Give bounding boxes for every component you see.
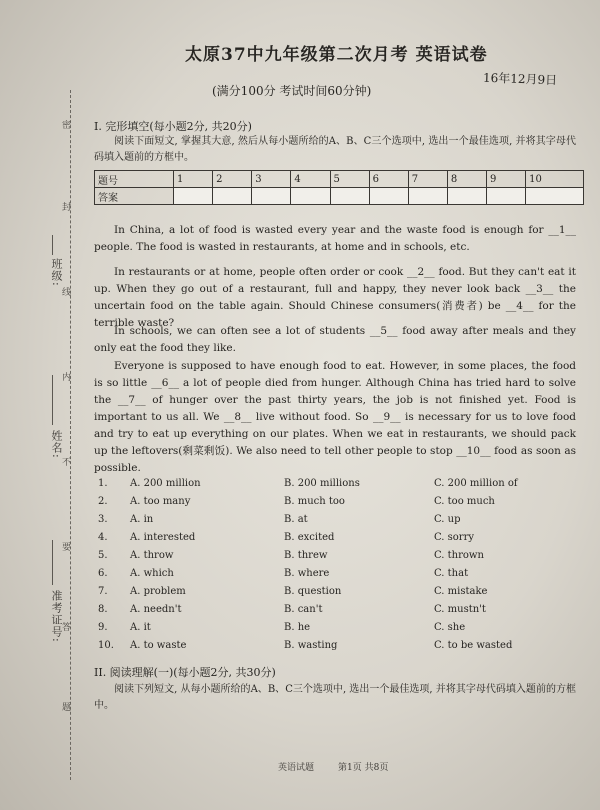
exam-title: 太原37中九年级第二次月考 英语试卷 [185, 45, 488, 65]
option-a[interactable]: A. which [130, 568, 174, 579]
question-number: 7. [98, 586, 108, 597]
name-blank [52, 375, 53, 425]
option-row [98, 604, 578, 622]
section1-heading: I. 完形填空(每小题2分, 共20分) [94, 120, 252, 133]
exam-number-label: 准考证号: [50, 590, 63, 643]
answer-cell[interactable] [526, 188, 584, 205]
option-row [98, 622, 578, 640]
option-b[interactable]: B. excited [284, 532, 335, 543]
binding-line [70, 90, 71, 780]
section2-instruction: 阅读下列短文, 从每小题所给的A、B、C三个选项中, 选出一个最佳选项, 并将其字母代码填入题前的方框中。 [94, 684, 576, 711]
cut-mark: 题 [62, 703, 72, 713]
answer-grid-header-row [95, 171, 584, 188]
option-c[interactable]: C. that [434, 568, 469, 579]
grid-number: 3 [252, 171, 291, 188]
cut-mark: 答 [62, 623, 72, 633]
answer-grid [94, 170, 584, 205]
option-a[interactable]: A. in [130, 514, 154, 525]
option-b[interactable]: B. he [284, 622, 311, 633]
option-row [98, 640, 578, 658]
option-c[interactable]: C. sorry [434, 532, 475, 543]
section1-instruction: 阅读下面短文, 掌握其大意, 然后从每小题所给的A、B、C三个选项中, 选出一个最佳选项, 并将其字母代码填入题前的方框中。 [94, 136, 576, 163]
option-row [98, 532, 578, 550]
option-a[interactable]: A. problem [130, 586, 186, 597]
option-a[interactable]: A. throw [130, 550, 174, 561]
footer-subject: 英语试题 [278, 763, 315, 773]
answer-grid-answer-row [95, 188, 584, 205]
option-b[interactable]: B. at [284, 514, 308, 525]
answer-cell[interactable] [291, 188, 330, 205]
answer-cell[interactable] [408, 188, 447, 205]
option-c[interactable]: C. too much [434, 496, 495, 507]
answer-cell[interactable] [252, 188, 291, 205]
grid-number: 4 [291, 171, 330, 188]
option-b[interactable]: B. threw [284, 550, 328, 561]
question-number: 10. [98, 640, 114, 651]
question-number: 1. [98, 478, 108, 489]
answer-cell[interactable] [487, 188, 526, 205]
option-a[interactable]: A. to waste [130, 640, 187, 651]
option-row [98, 550, 578, 568]
exam-subtitle: (满分100分 考试时间60分钟) [212, 84, 372, 98]
passage-paragraph-2: In restaurants or at home, people often order or cook __2__ food. But they can't eat it up. When they go out of a restaurant, full and happy, they never look back __3__ the uncertain food on the table again. Should Chinese consumers(消费者) be __4__ for the terrible waste? [94, 266, 576, 329]
question-number: 3. [98, 514, 108, 525]
option-b[interactable]: B. much too [284, 496, 345, 507]
footer-page: 第1页 共8页 [338, 763, 389, 773]
cut-mark: 线 [62, 288, 72, 298]
grid-number: 1 [174, 171, 213, 188]
option-c[interactable]: C. she [434, 622, 466, 633]
option-c[interactable]: C. to be wasted [434, 640, 513, 651]
section2-heading: II. 阅读理解(一)(每小题2分, 共30分) [94, 666, 276, 679]
option-a[interactable]: A. 200 million [130, 478, 201, 489]
option-row [98, 496, 578, 514]
option-c[interactable]: C. mustn't [434, 604, 486, 615]
option-b[interactable]: B. wasting [284, 640, 338, 651]
option-a[interactable]: A. interested [130, 532, 196, 543]
answer-cell[interactable] [447, 188, 486, 205]
option-row [98, 568, 578, 586]
grid-number: 2 [213, 171, 252, 188]
answer-cell[interactable] [369, 188, 408, 205]
option-b[interactable]: B. can't [284, 604, 323, 615]
question-number: 8. [98, 604, 108, 615]
grid-label: 答案 [95, 188, 174, 205]
question-number: 6. [98, 568, 108, 579]
option-a[interactable]: A. it [130, 622, 151, 633]
cut-mark: 不 [62, 458, 72, 468]
passage-paragraph-3: In schools, we can often see a lot of students __5__ food away after meals and they only eat the food they like. [94, 325, 576, 354]
question-number: 2. [98, 496, 108, 507]
cut-mark: 内 [62, 373, 72, 383]
grid-number: 5 [330, 171, 369, 188]
passage-paragraph-4: Everyone is supposed to have enough food to eat. However, in some places, the food is so little __6__ a lot of people died from hunger. Although China has tried hard to solve the __7__ of hunger over the past thirty years, the job is not finished yet. Food is important to us all. We __8__ live without food. So __9__ is necessary for us to love food and try to eat up everything on our plates. When we eat in restaurants, we should pack up the leftovers(剩菜剩饭). We also need to tell other people to stop __10__ food as soon as possible. [94, 360, 576, 474]
grid-number: 8 [447, 171, 486, 188]
exam-date: 16年12月9日 [482, 70, 558, 88]
option-a[interactable]: A. too many [130, 496, 191, 507]
name-label: 姓名: [50, 430, 63, 459]
grid-number: 6 [369, 171, 408, 188]
grid-number: 9 [487, 171, 526, 188]
question-number: 5. [98, 550, 108, 561]
question-number: 4. [98, 532, 108, 543]
cut-mark: 密 [62, 121, 72, 131]
option-row [98, 514, 578, 532]
grid-number: 7 [408, 171, 447, 188]
option-c[interactable]: C. thrown [434, 550, 484, 561]
option-a[interactable]: A. needn't [130, 604, 182, 615]
option-row [98, 586, 578, 604]
option-c[interactable]: C. mistake [434, 586, 488, 597]
answer-cell[interactable] [330, 188, 369, 205]
option-row [98, 478, 578, 496]
answer-cell[interactable] [213, 188, 252, 205]
option-c[interactable]: C. up [434, 514, 461, 525]
grid-number: 10 [526, 171, 584, 188]
cut-mark: 封 [62, 203, 72, 213]
cut-mark: 要 [62, 543, 72, 553]
option-b[interactable]: B. 200 millions [284, 478, 360, 489]
exam-number-blank [52, 540, 53, 585]
class-blank [52, 235, 53, 255]
option-c[interactable]: C. 200 million of [434, 478, 518, 489]
option-b[interactable]: B. question [284, 586, 342, 597]
grid-label: 题号 [95, 171, 174, 188]
answer-cell[interactable] [174, 188, 213, 205]
passage-paragraph-1: In China, a lot of food is wasted every year and the waste food is enough for __1__ people. The food is wasted in restaurants, at home and in schools, etc. [94, 224, 576, 253]
option-b[interactable]: B. where [284, 568, 330, 579]
class-label: 班级: [50, 258, 63, 287]
question-number: 9. [98, 622, 108, 633]
